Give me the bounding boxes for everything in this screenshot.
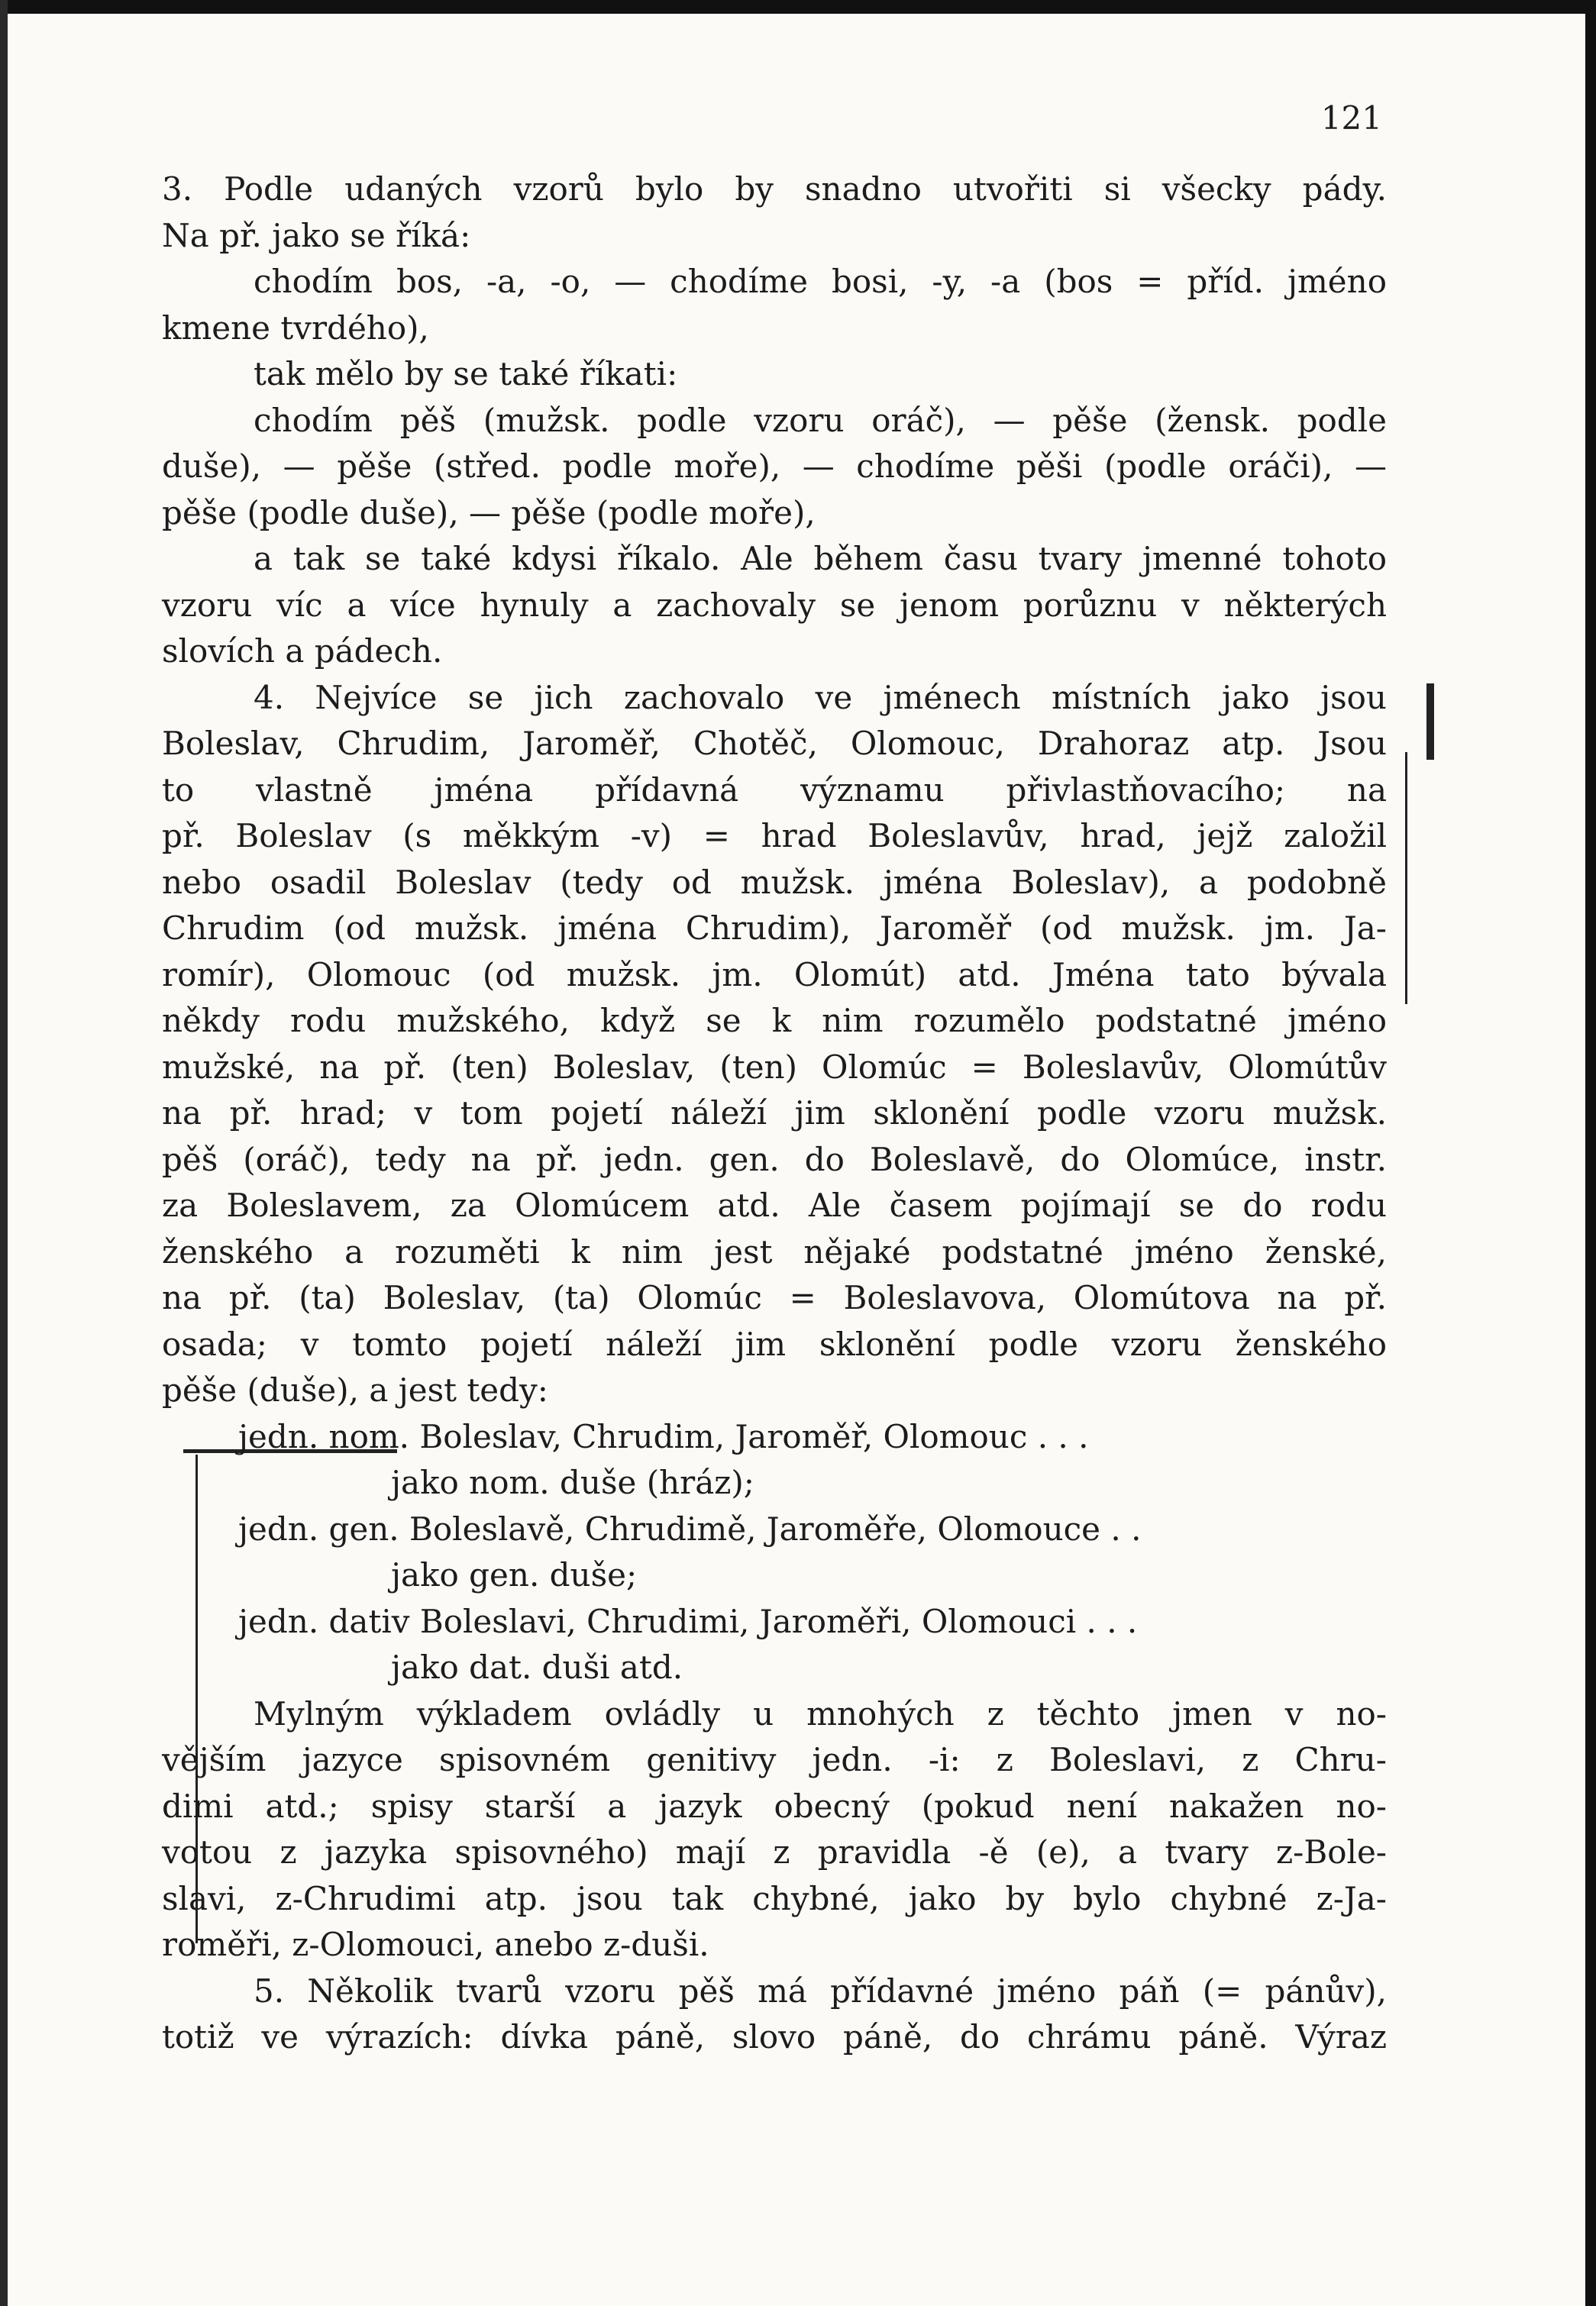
text-line: nebo osadil Boleslav (tedy od mužsk. jména Boleslav), a podobně: [162, 863, 1387, 901]
text-line: to vlastně jména přídavná významu přivlastňovacího; na: [162, 770, 1387, 809]
text-line: na př. hrad; v tom pojetí náleží jim sklonění podle vzoru mužsk.: [162, 1094, 1387, 1132]
text-line: slavi, z-Chrudimi atp. jsou tak chybné, jako by bylo chybné z-Ja-: [162, 1879, 1387, 1917]
text-line: roměři, z-Olomouci, anebo z-duši.: [162, 1926, 709, 1963]
text-line: slovích a pádech.: [162, 632, 443, 670]
text-line: osada; v tomto pojetí náleží jim sklonění podle vzoru ženského: [162, 1325, 1387, 1363]
text-line: vzoru víc a více hynuly a zachovaly se jenom porůznu v některých: [162, 586, 1387, 624]
margin-pencil-mark: [1426, 683, 1434, 760]
paradigm-line: jedn. gen. Boleslavě, Chrudimě, Jaroměře, Olomouce . .: [238, 1510, 1142, 1548]
text-line: pěše (podle duše), — pěše (podle moře),: [162, 493, 816, 531]
text-line: Na př. jako se říká:: [162, 216, 471, 254]
text-line: votou z jazyka spisovného) mají z pravidla -ě (e), a tvary z-Bole-: [162, 1833, 1387, 1871]
body-text: [162, 166, 1387, 2061]
text-line: totiž ve výrazích: dívka páně, slovo páně, do chrámu páně. Výraz: [162, 2018, 1387, 2056]
paradigm-line: jako dat. duši atd.: [391, 1649, 683, 1686]
scan-edge-left: [0, 0, 8, 2306]
text-line: romír), Olomouc (od mužsk. jm. Olomút) atd. Jména tato bývala: [162, 955, 1387, 993]
text-line: mužské, na př. (ten) Boleslav, (ten) Olomúc = Boleslavův, Olomútův: [162, 1048, 1387, 1086]
text-line: chodím pěš (mužsk. podle vzoru oráč), — pěše (žensk. podle: [254, 401, 1387, 439]
text-line: chodím bos, -a, -o, — chodíme bosi, -y, -a (bos = příd. jméno: [254, 263, 1387, 300]
text-line: pěše (duše), a jest tedy:: [162, 1371, 548, 1409]
text-line: Chrudim (od mužsk. jména Chrudim), Jaroměř (od mužsk. jm. Ja-: [162, 909, 1387, 947]
text-line: př. Boleslav (s měkkým -v) = hrad Boleslavův, hrad, jejž založil: [162, 817, 1387, 854]
text-line: tak mělo by se také říkati:: [254, 355, 678, 392]
text-line: někdy rodu mužského, když se k nim rozumělo podstatné jméno: [162, 1002, 1387, 1039]
text-line: a tak se také kdysi říkalo. Ale během času tvary jmenné tohoto: [254, 540, 1387, 577]
text-line: pěš (oráč), tedy na př. jedn. gen. do Boleslavě, do Olomúce, instr.: [162, 1140, 1387, 1178]
text-line: 5. Několik tvarů vzoru pěš má přídavné jméno páň (= pánův),: [254, 1972, 1387, 2010]
text-line: kmene tvrdého),: [162, 308, 429, 347]
paradigm-line: jako gen. duše;: [391, 1556, 638, 1594]
text-line: ženského a rozuměti k nim jest nějaké podstatné jméno ženské,: [162, 1232, 1387, 1271]
paradigm-line: jedn. dativ Boleslavi, Chrudimi, Jaroměři, Olomouci . . .: [238, 1602, 1138, 1640]
scan-edge-top: [0, 0, 1596, 14]
text-line: 4. Nejvíce se jich zachovalo ve jménech místních jako jsou: [254, 678, 1387, 716]
text-line: duše), — pěše (střed. podle moře), — chodíme pěši (podle oráči), —: [162, 447, 1387, 485]
text-line: za Boleslavem, za Olomúcem atd. Ale časem pojímají se do rodu: [162, 1187, 1387, 1224]
text-line: vějším jazyce spisovném genitivy jedn. -i: z Boleslavi, z Chru-: [162, 1741, 1387, 1778]
text-line: dimi atd.; spisy starší a jazyk obecný (pokud není nakažen no-: [162, 1787, 1387, 1825]
text-line: na př. (ta) Boleslav, (ta) Olomúc = Boleslavova, Olomútova na př.: [162, 1279, 1387, 1316]
margin-pencil-mark: [1405, 752, 1407, 1004]
scan-edge-right: [1585, 0, 1596, 2306]
paradigm-line: jako nom. duše (hráz);: [391, 1464, 754, 1501]
text-line: 3. Podle udaných vzorů bylo by snadno utvořiti si všecky pády.: [162, 170, 1387, 208]
text-line: Mylným výkladem ovládly u mnohých z těchto jmen v no-: [254, 1694, 1387, 1733]
paradigm-line: jedn. nom. Boleslav, Chrudim, Jaroměř, Olomouc . . .: [238, 1417, 1089, 1455]
text-line: Boleslav, Chrudim, Jaroměř, Chotěč, Olomouc, Drahoraz atp. Jsou: [162, 725, 1387, 762]
page-number: 121: [1320, 99, 1382, 137]
